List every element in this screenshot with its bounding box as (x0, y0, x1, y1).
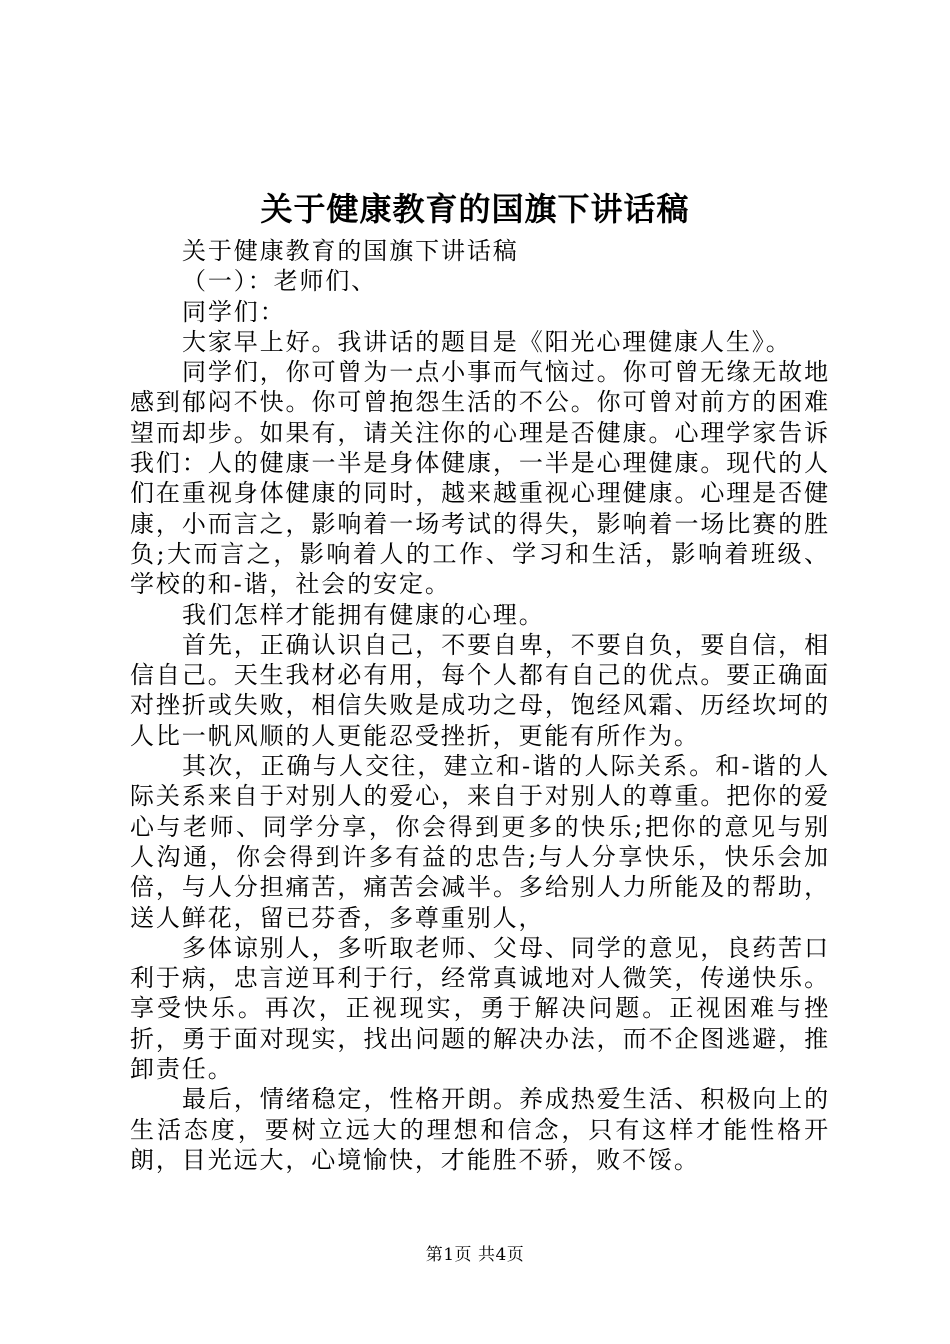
paragraph-body: 其次，正确与人交往，建立和-谐的人际关系。和-谐的人际关系来自于对别人的爱心，来自于对别人的尊重。把你的爱心与老师、同学分享，你会得到更多的快乐;把你的意见与别人沟通，你会得到许多有益的忠告;与人分享快乐，快乐会加倍，与人分担痛苦，痛苦会减半。多给别人力所能及的帮助，送人鲜花，留已芬香，多尊重别人， (130, 752, 830, 932)
document-body (130, 236, 830, 1175)
document-title: 关于健康教育的国旗下讲话稿 (260, 190, 690, 228)
paragraph-body: 首先，正确认识自己，不要自卑，不要自负，要自信，相信自己。天生我材必有用，每个人都有自己的优点。要正确面对挫折或失败，相信失败是成功之母，饱经风霜、历经坎坷的人比一帆风顺的人更能忍受挫折，更能有所作为。 (130, 630, 830, 750)
paragraph-body: 我们怎样才能拥有健康的心理。 (182, 600, 545, 629)
paragraph-body: 同学们，你可曾为一点小事而气恼过。你可曾无缘无故地感到郁闷不快。你可曾抱怨生活的不公。你可曾对前方的困难望而却步。如果有，请关注你的心理是否健康。心理学家告诉我们：人的健康一半是身体健康，一半是心理健康。现代的人们在重视身体健康的同时，越来越重视心理健康。心理是否健康，小而言之，影响着一场考试的得失，影响着一场比赛的胜负;大而言之，影响着人的工作、学习和生活，影响着班级、学校的和-谐，社会的安定。 (130, 358, 830, 599)
paragraph-body: 多体谅别人，多听取老师、父母、同学的意见，良药苦口利于病，忠言逆耳利于行，经常真诚地对人微笑，传递快乐。享受快乐。再次，正视现实，勇于解决问题。正视困难与挫折，勇于面对现实，找出问题的解决办法，而不企图逃避，推卸责任。 (130, 933, 830, 1084)
paragraph-salutation: 同学们： (182, 297, 286, 326)
page-number-footer: 第1页 共4页 (425, 1245, 525, 1265)
paragraph-greeting: 大家早上好。我讲话的题目是《阳光心理健康人生》。 (182, 327, 792, 356)
paragraph-subtitle: 关于健康教育的国旗下讲话稿 (182, 237, 519, 265)
paragraph-section-heading: （一）：老师们、 (182, 267, 378, 296)
paragraph-body: 最后，情绪稳定，性格开朗。养成热爱生活、积极向上的生活态度，要树立远大的理想和信念，只有这样才能性格开朗，目光远大，心境愉快，才能胜不骄，败不馁。 (130, 1085, 830, 1174)
